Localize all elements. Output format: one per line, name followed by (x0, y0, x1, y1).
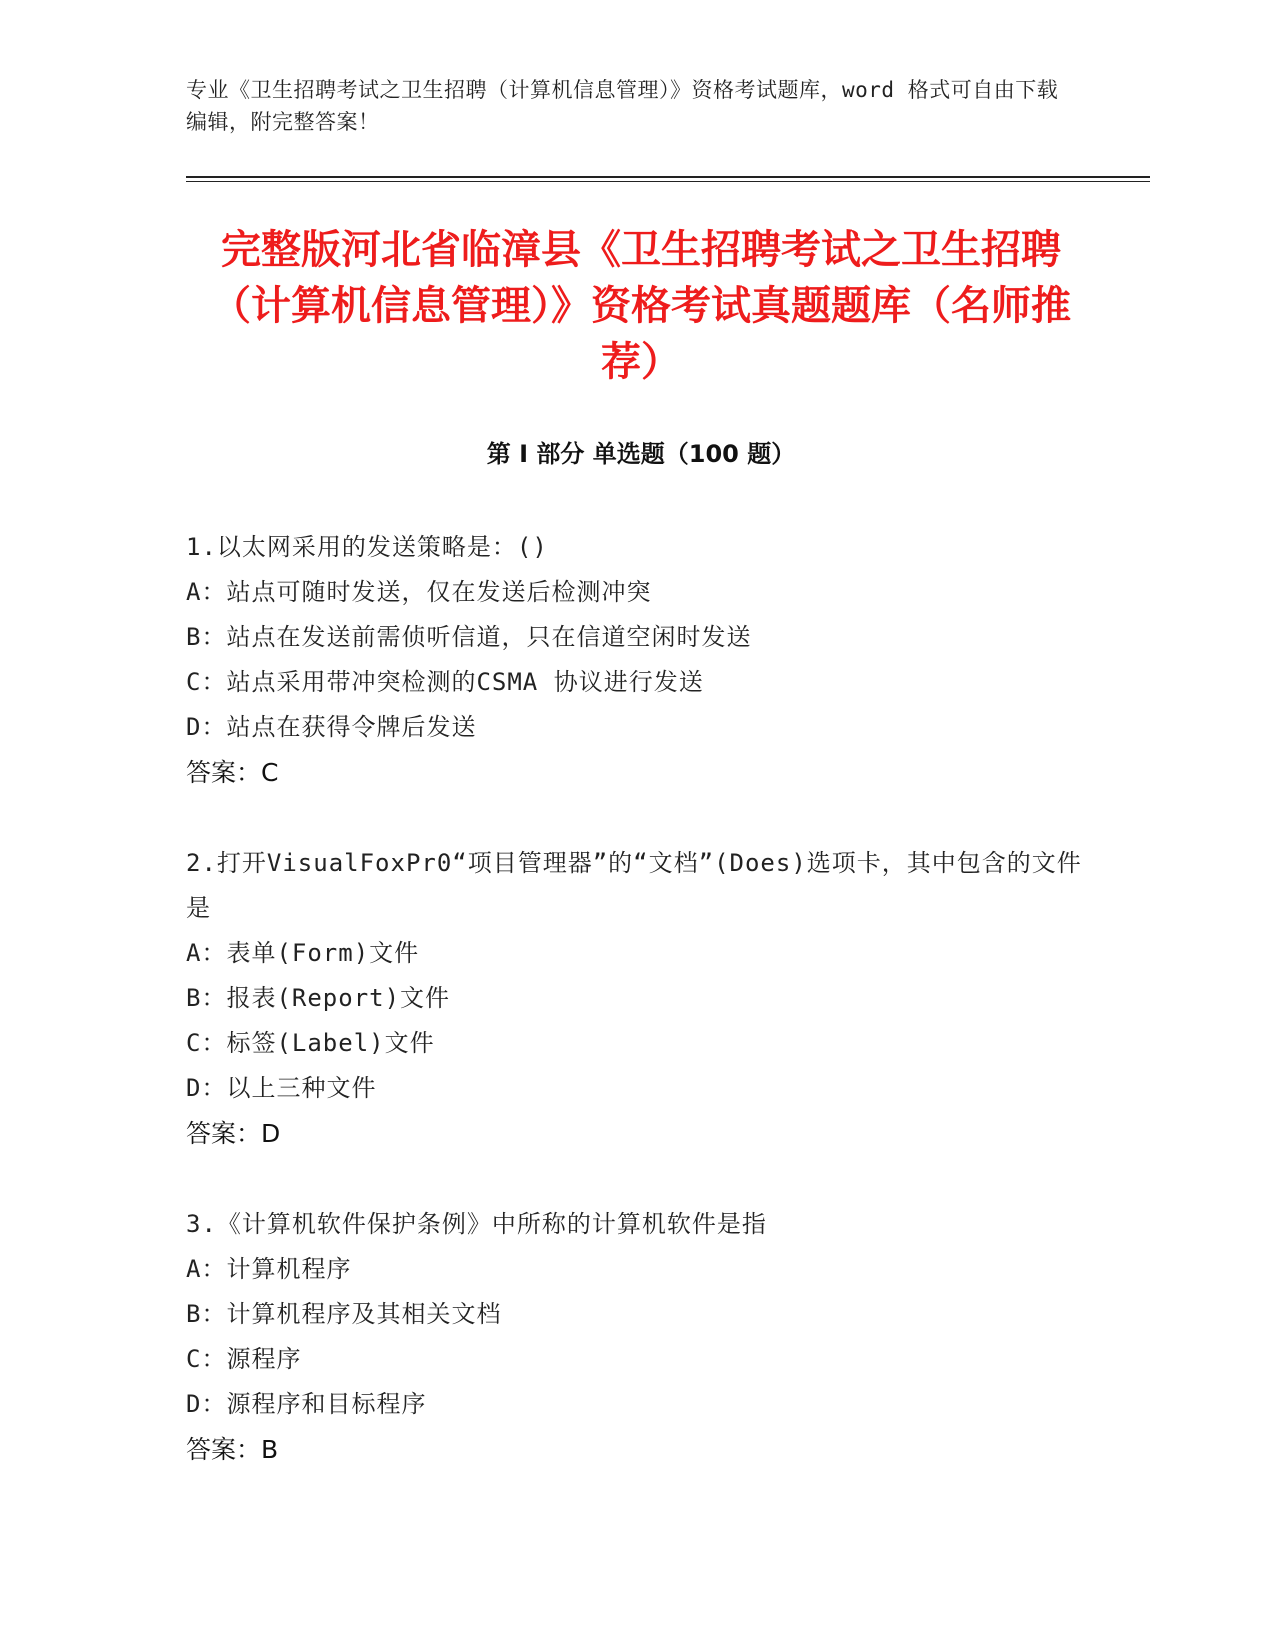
answer: 答案：B (186, 1435, 279, 1464)
option-d: D：源程序和目标程序 (186, 1390, 427, 1418)
question-3 (186, 1202, 1086, 1472)
question-1 (186, 525, 1086, 795)
option-a: A：计算机程序 (186, 1255, 352, 1283)
question-stem: 2.打开VisualFoxPr0“项目管理器”的“文档”(Does)选项卡，其中包含的文件是 (186, 849, 1082, 922)
question-2 (186, 841, 1086, 1156)
option-c: C：站点采用带冲突检测的CSMA 协议进行发送 (186, 668, 704, 696)
option-d: D：以上三种文件 (186, 1074, 377, 1102)
option-d: D：站点在获得令牌后发送 (186, 713, 477, 741)
question-list (186, 525, 1086, 1518)
answer: 答案：C (186, 758, 279, 787)
question-stem: 3.《计算机软件保护条例》中所称的计算机软件是指 (186, 1210, 767, 1238)
option-c: C：标签(Label)文件 (186, 1029, 435, 1057)
option-b: B：站点在发送前需侦听信道，只在信道空闲时发送 (186, 623, 752, 651)
header-divider-thin (186, 181, 1150, 182)
header-divider-thick (186, 176, 1150, 178)
option-b: B：计算机程序及其相关文档 (186, 1300, 502, 1328)
header-note: 专业《卫生招聘考试之卫生招聘（计算机信息管理）》资格考试题库，word 格式可自由下载编辑，附完整答案！ (186, 78, 1059, 134)
section-title: 第 I 部分 单选题（100 题） (486, 440, 796, 468)
option-a: A：站点可随时发送，仅在发送后检测冲突 (186, 578, 652, 606)
option-a: A：表单(Form)文件 (186, 939, 420, 967)
option-b: B：报表(Report)文件 (186, 984, 451, 1012)
answer: 答案：D (186, 1119, 281, 1148)
question-stem: 1.以太网采用的发送策略是：() (186, 533, 548, 561)
document-title: 完整版河北省临漳县《卫生招聘考试之卫生招聘（计算机信息管理）》资格考试真题题库（名师推荐） (211, 227, 1071, 385)
option-c: C：源程序 (186, 1345, 302, 1373)
